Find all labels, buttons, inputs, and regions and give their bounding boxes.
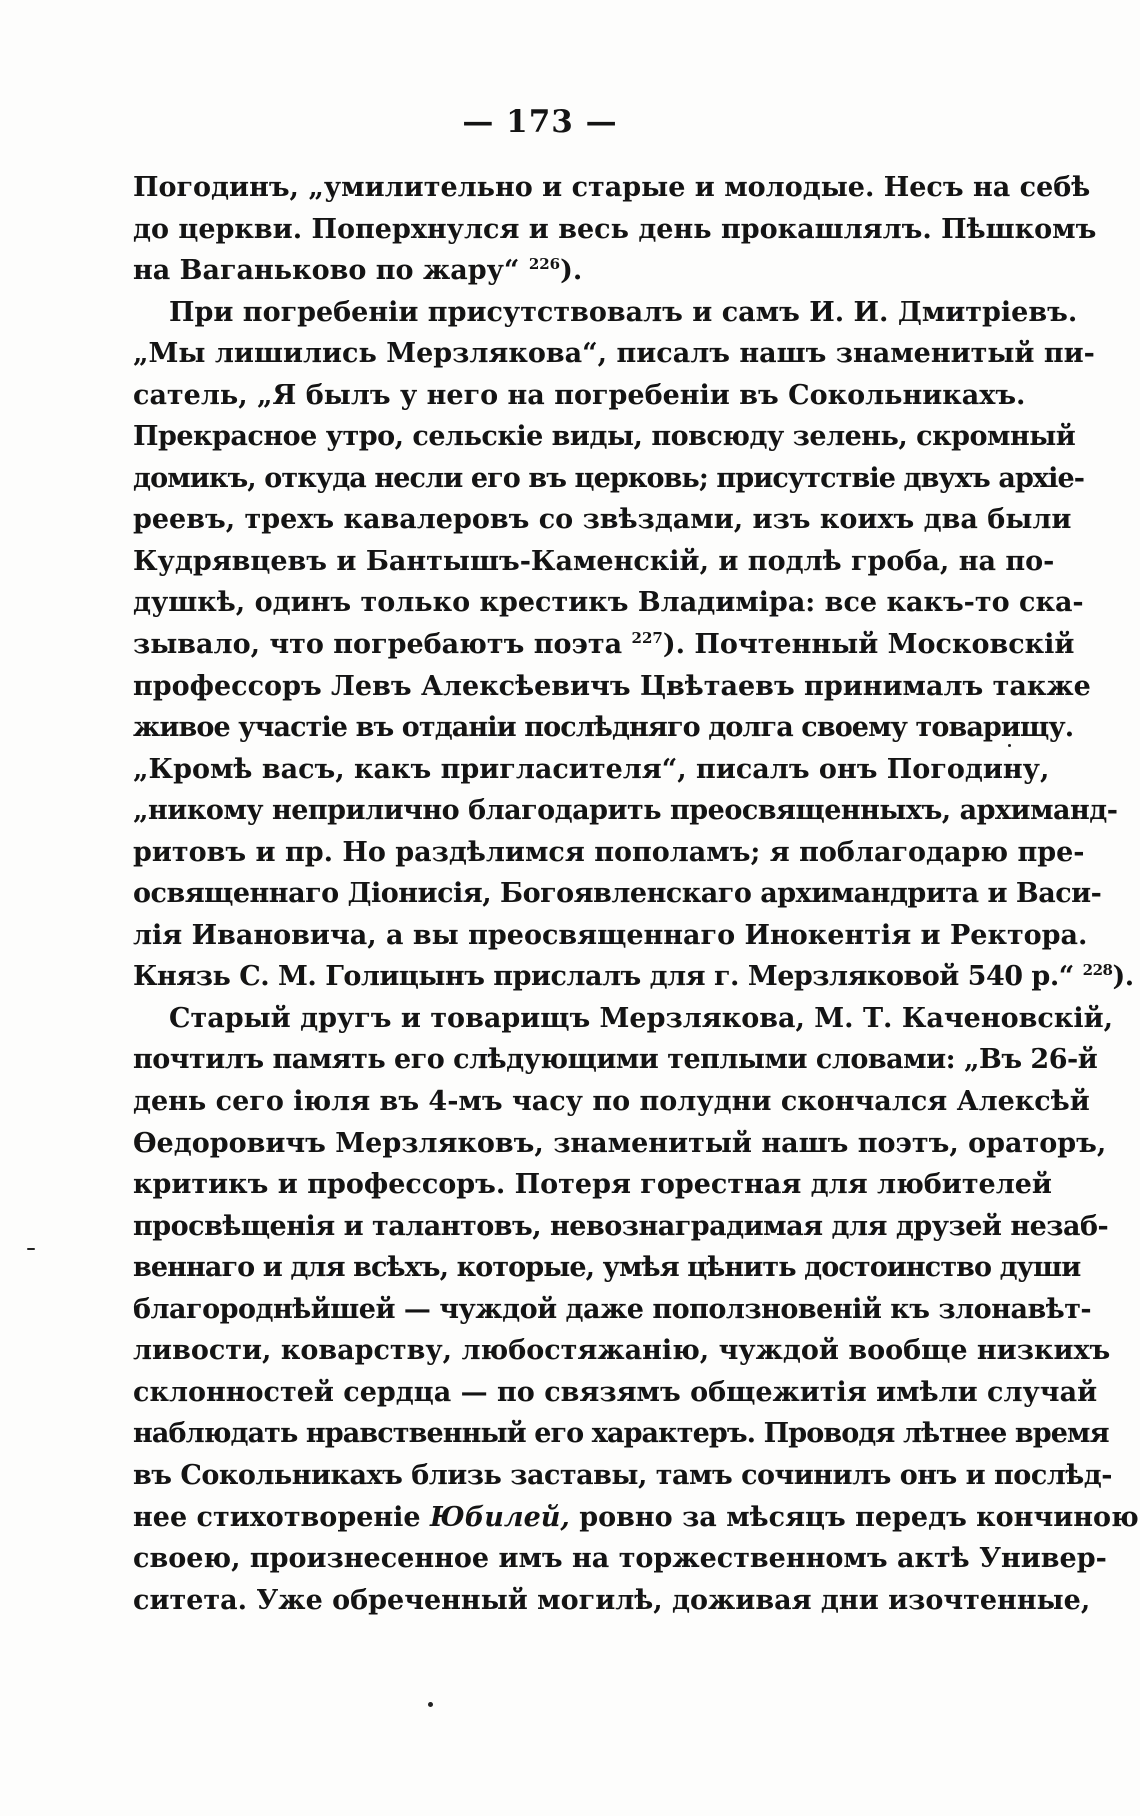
text-line: критикъ и профессоръ. Потеря горестная для любителей [133,1169,1052,1201]
text-line: ливости, коварству, любостяжанію, чуждой вообще низкихъ [133,1335,1111,1367]
text-line: Старый другъ и товарищъ Мерзлякова, М. Т. Каченовскій, [169,1002,1113,1034]
text-line: ритовъ и пр. Но раздѣлимся пополамъ; я поблагодарю пре- [133,836,1085,868]
text-line: день сего іюля въ 4-мъ часу по полудни скончался Алексѣй [133,1086,1090,1118]
text-line: на Ваганьково по жару“ $^{226}$). [133,255,583,287]
text-line: „Кромѣ васъ, какъ пригласителя“, писалъ онъ Погодину, [133,753,1050,785]
text-line: до церкви. Поперхнулся и весь день прокашлялъ. Пѣшкомъ [133,213,1097,245]
footnote-ref: 228 [1082,961,1113,980]
text-line: профессоръ Левъ Алексѣевичъ Цвѣтаевъ принималъ также [133,670,1091,702]
text-line: реевъ, трехъ кавалеровъ со звѣздами, изъ коихъ два были [133,504,1072,536]
text-line: Князь С. М. Голицынъ прислалъ для г. Мерзляковой 540 р.“ $^{228}$). [133,961,1134,993]
text-line: Погодинъ, „умилительно и старые и молодые. Несъ на себѣ [133,172,1091,203]
text-line: Прекрасное утро, сельскіе виды, повсюду зелень, скромный [133,421,1076,453]
text-line: „Мы лишились Мерзлякова“, писалъ нашъ знаменитый пи- [133,338,1095,370]
text-line: наблюдать нравственный его характеръ. Проводя лѣтнее время [133,1418,1109,1450]
print-speck [428,1702,433,1707]
print-speck [27,1248,35,1250]
italic-title: Юбилей, [429,1501,570,1533]
text-line: своею, произнесенное имъ на торжественномъ актѣ Универ- [133,1543,1107,1575]
text-line: нее стихотвореніе Юбилей, ровно за мѣсяцъ передъ кончиною [133,1501,1139,1533]
text-line: благороднѣйшей — чуждой даже поползновеній къ злонавѣт- [133,1293,1092,1325]
text-line: склонностей сердца — по связямъ общежитія имѣли случай [133,1376,1098,1408]
text-line: Ѳедоровичъ Мерзляковъ, знаменитый нашъ поэтъ, ораторъ, [133,1127,1107,1159]
print-speck [1008,744,1011,747]
text-line: просвѣщенія и талантовъ, невознаградимая для друзей незаб- [133,1210,1109,1242]
text-line: веннаго и для всѣхъ, которые, умѣя цѣнить достоинство души [133,1252,1081,1284]
text-line: живое участіе въ отданіи послѣдняго долга своему товарищу. [133,712,1074,744]
text-line: ситета. Уже обреченный могилѣ, доживая дни изочтенные, [133,1584,1091,1616]
text-line: освященнаго Діонисія, Богоявленскаго архимандрита и Васи- [133,878,1102,910]
text-line: лія Ивановича, а вы преосвященнаго Инокентія и Ректора. [133,919,1088,951]
text-line: При погребеніи присутствовалъ и самъ И. И. Дмитріевъ. [169,296,1078,328]
footnote-ref: 227 [631,629,663,648]
text-line: почтилъ память его слѣдующими теплыми словами: „Въ 26-й [133,1044,1098,1076]
text-line: домикъ, откуда несли его въ церковь; присутствіе двухъ архіе- [133,462,1085,494]
footnote-ref: 226 [528,255,561,274]
text-line: душкѣ, одинъ только крестикъ Владиміра: все какъ-то ска- [133,587,1084,619]
text-line: „никому неприлично благодарить преосвященныхъ, архиманд- [133,795,1118,827]
page-number: — 173 — [462,104,618,140]
text-line: зывало, что погребаютъ поэта $^{227}$). Почтенный Московскій [133,629,1075,661]
text-line: въ Сокольникахъ близь заставы, тамъ сочинилъ онъ и послѣд- [133,1459,1112,1491]
text-line: Кудрявцевъ и Бантышъ-Каменскій, и подлѣ гроба, на по- [133,545,1055,577]
body-text [133,167,1139,1621]
text-line: сатель, „Я былъ у него на погребеніи въ Сокольникахъ. [133,379,1026,411]
